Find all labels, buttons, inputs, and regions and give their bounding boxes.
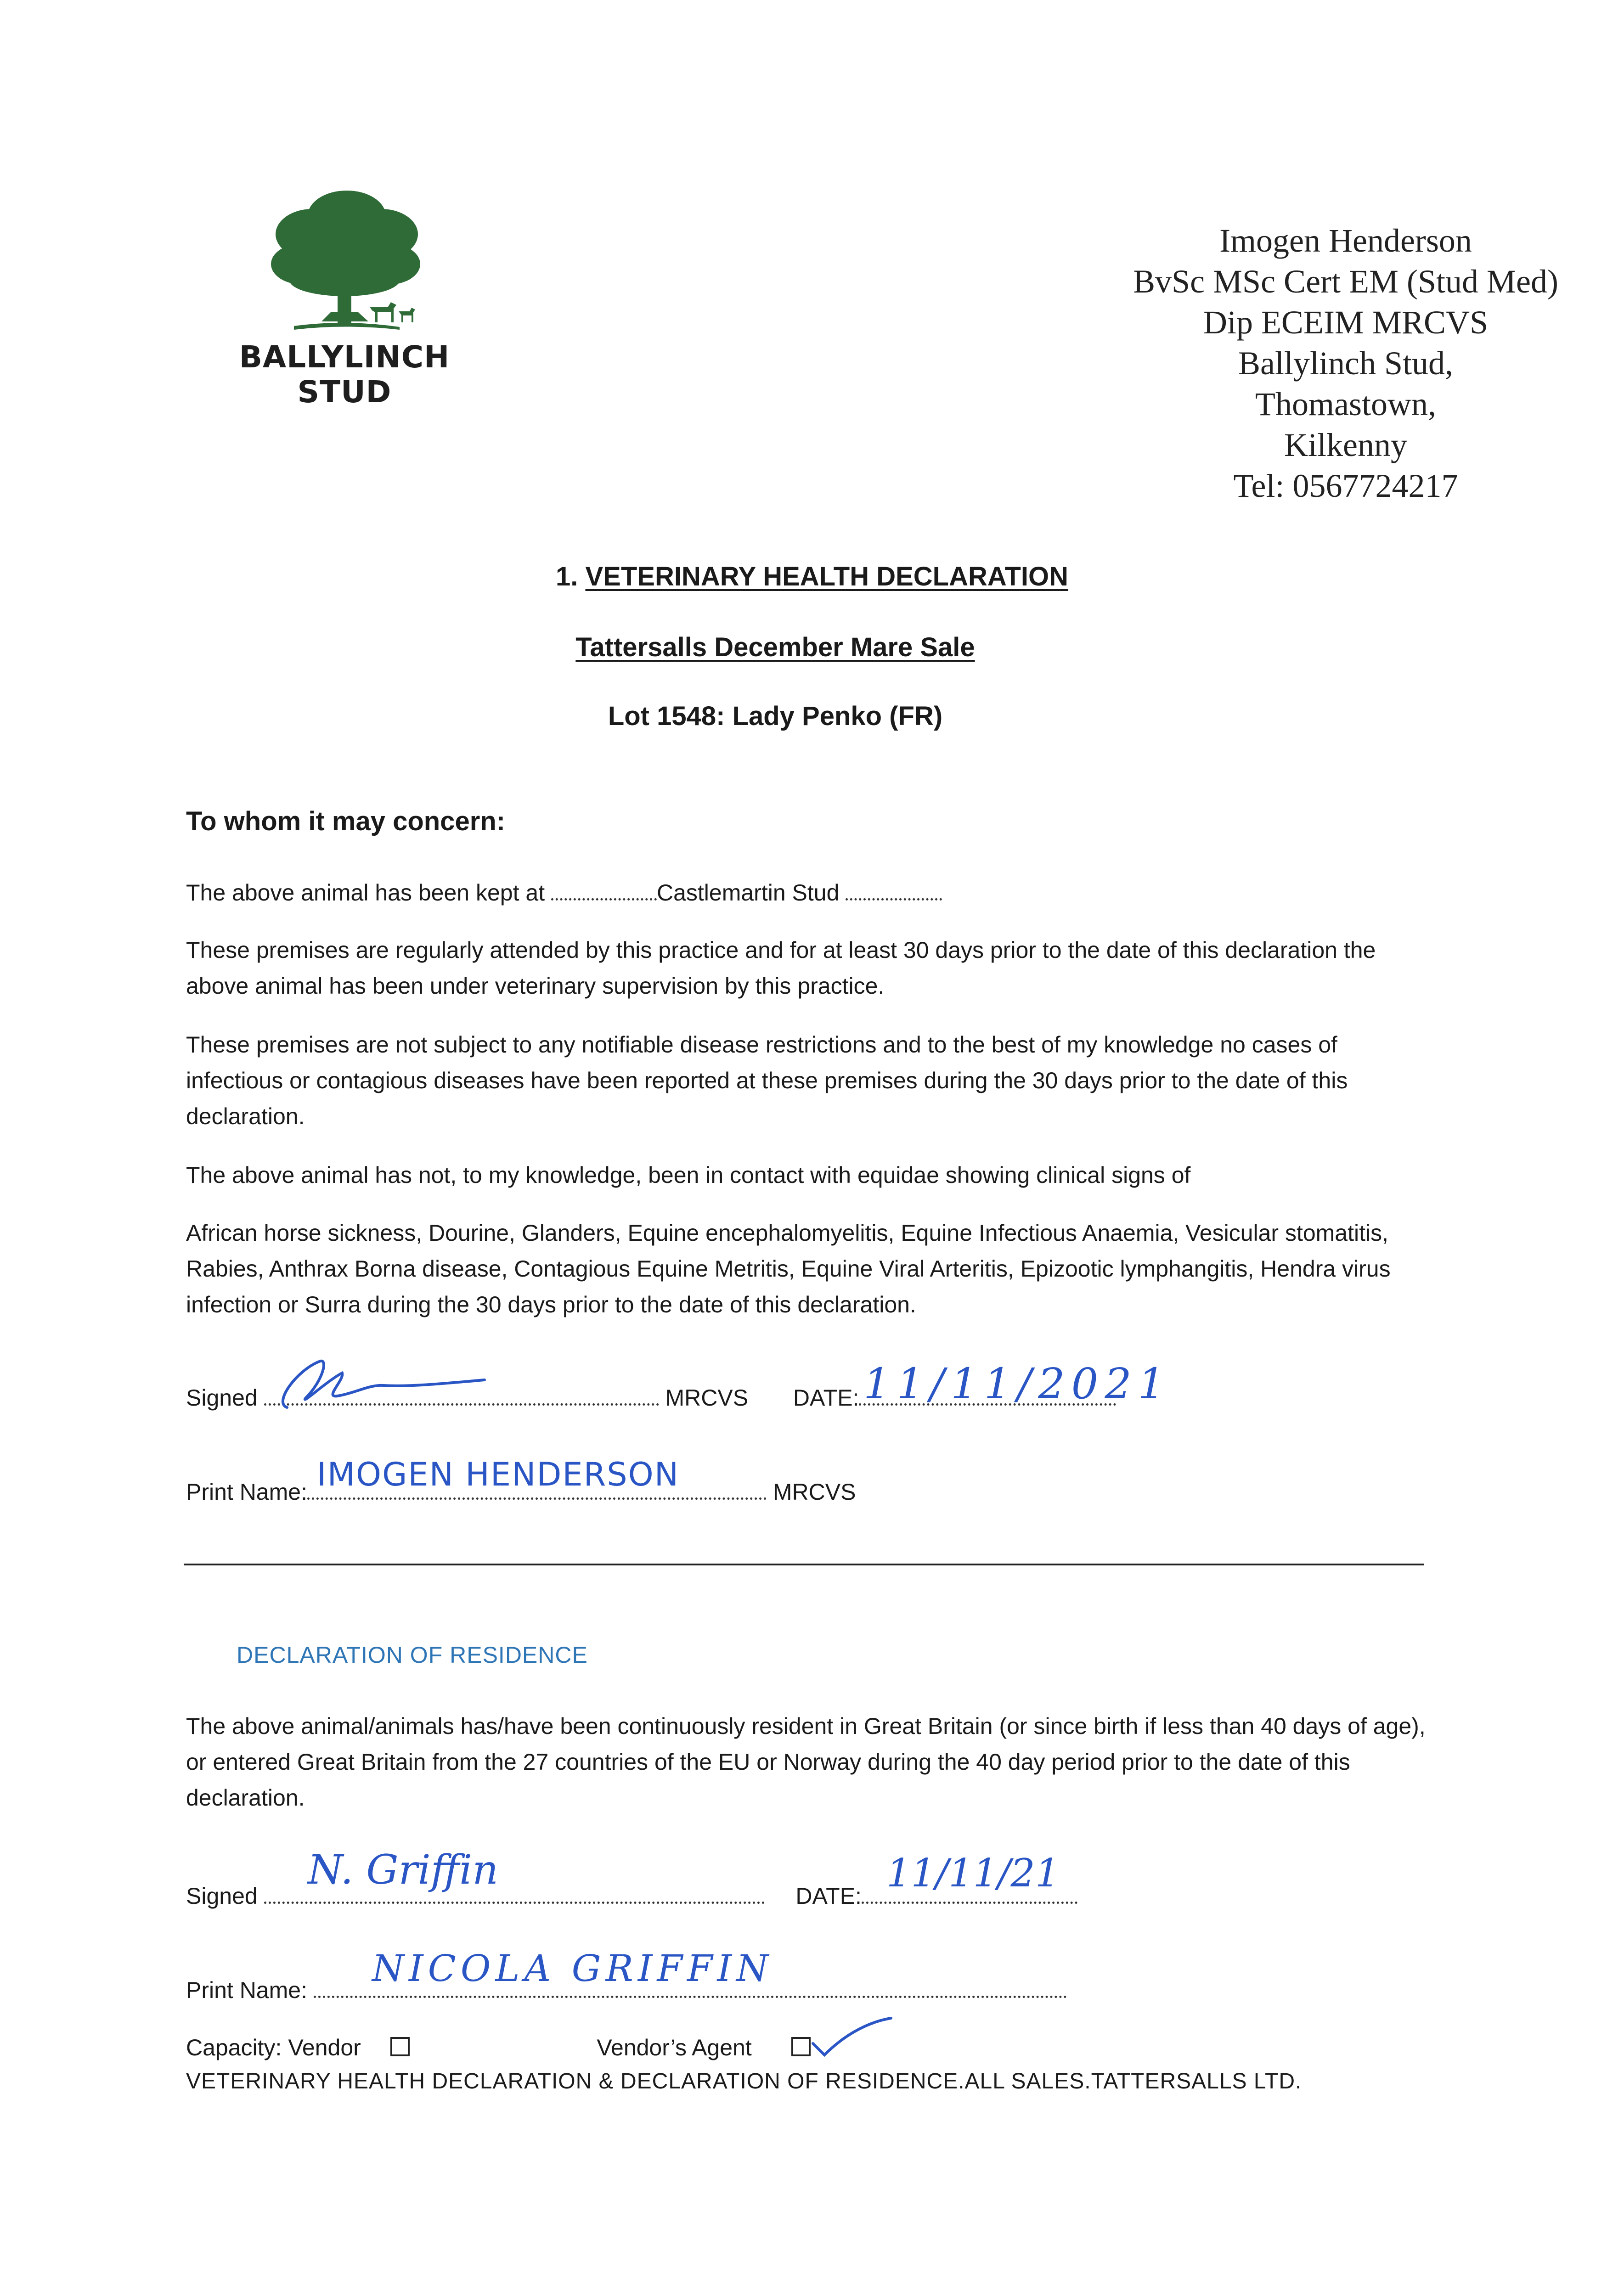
vet-signed-suffix: MRCVS	[665, 1385, 749, 1411]
kept-at-value: Castlemartin Stud	[657, 880, 840, 906]
vet-print-name-value: IMOGEN HENDERSON	[317, 1456, 680, 1493]
declaration-title	[0, 561, 1624, 592]
declaration-title-text: VETERINARY HEALTH DECLARATION	[585, 562, 1069, 591]
vendor-agent-label: Vendor’s Agent	[597, 2035, 752, 2060]
vet-signed-label: Signed	[186, 1385, 258, 1411]
salutation: To whom it may concern:	[186, 806, 506, 836]
residence-date-value: 11/11/21	[886, 1851, 1060, 1896]
oak-tree-horses-icon	[248, 184, 441, 340]
vendor-checkbox[interactable]	[390, 2037, 410, 2056]
vet-diploma: Dip ECEIM MRCVS	[1203, 304, 1489, 341]
section-divider	[184, 1564, 1424, 1565]
kept-at-line	[186, 879, 942, 906]
vet-name: Imogen Henderson	[1219, 222, 1472, 259]
vet-address-block	[1079, 220, 1612, 506]
declaration-number: 1.	[555, 562, 578, 591]
address-line-county: Kilkenny	[1284, 427, 1407, 463]
residence-print-name-value: NICOLA GRIFFIN	[372, 1947, 773, 1990]
residence-paragraph: The above animal/animals has/have been continuously resident in Great Britain (or since birth if less than 40 days of age), or entered Great Britain from the 27 countries of the EU or Norway during the 40 day period prior to the date of this declaration.	[186, 1713, 1426, 1811]
residence-print-label: Print Name:	[186, 1977, 307, 2003]
capacity-vendor-label: Capacity: Vendor	[186, 2035, 361, 2060]
residence-date-field[interactable]	[862, 1902, 1077, 1904]
logo-line-2: STUD	[297, 374, 392, 410]
diseases-paragraph: African horse sickness, Dourine, Glanders, Equine encephalomyelitis, Equine Infectious Anaemia, Vesicular stomatitis, Rabies, Anthrax Borna disease, Contagious Equine Metritis, Equine Viral Arteritis, Epizootic lymphangitis, Hendra virus infection or Surra during the 30 days prior to the date of this declaration.	[186, 1220, 1391, 1317]
address-line-stud: Ballylinch Stud,	[1238, 345, 1453, 382]
residence-signature-value: N. Griffin	[308, 1846, 498, 1893]
supervision-paragraph: These premises are regularly attended by this practice and for at least 30 days prior to the date of this declaration the above animal has been under veterinary supervision by this practice.	[186, 937, 1376, 999]
logo-line-1: BALLYLINCH	[239, 339, 450, 375]
contact-paragraph: The above animal has not, to my knowledge, been in contact with equidae showing clinical signs of	[186, 1162, 1191, 1188]
residence-signed-label: Signed	[186, 1883, 258, 1909]
vet-signature-scribble	[269, 1352, 489, 1417]
residence-print-field[interactable]	[314, 1996, 1067, 1998]
address-line-town: Thomastown,	[1255, 386, 1436, 422]
vet-print-field[interactable]	[307, 1497, 767, 1500]
residence-date-label: DATE:	[795, 1883, 862, 1909]
vet-phone: Tel: 0567724217	[1233, 467, 1458, 504]
lot-title: Lot 1548: Lady Penko (FR)	[608, 701, 943, 731]
residence-signature-field[interactable]	[264, 1902, 765, 1904]
checkmark-icon	[804, 2011, 896, 2066]
ballylinch-stud-logo	[230, 184, 459, 410]
vet-print-suffix: MRCVS	[773, 1479, 856, 1505]
sale-title	[0, 632, 1587, 663]
form-footer: VETERINARY HEALTH DECLARATION & DECLARATION OF RESIDENCE.ALL SALES.TATTERSALLS LTD.	[186, 2069, 1302, 2093]
residence-heading: DECLARATION OF RESIDENCE	[237, 1642, 588, 1668]
vet-date-value: 11/11/2021	[863, 1359, 1172, 1408]
vet-print-label: Print Name:	[186, 1479, 307, 1505]
vet-qualifications: BvSc MSc Cert EM (Stud Med)	[1133, 263, 1558, 300]
vet-date-label: DATE:	[793, 1385, 859, 1411]
capacity-line	[186, 2034, 811, 2061]
premises-paragraph: These premises are not subject to any notifiable disease restrictions and to the best of my knowledge no cases of infectious or contagious diseases have been reported at these premises during the 30 days prior to the date of this declaration.	[186, 1032, 1348, 1129]
sale-title-text: Tattersalls December Mare Sale	[575, 632, 975, 662]
kept-at-label: The above animal has been kept at	[186, 880, 545, 906]
